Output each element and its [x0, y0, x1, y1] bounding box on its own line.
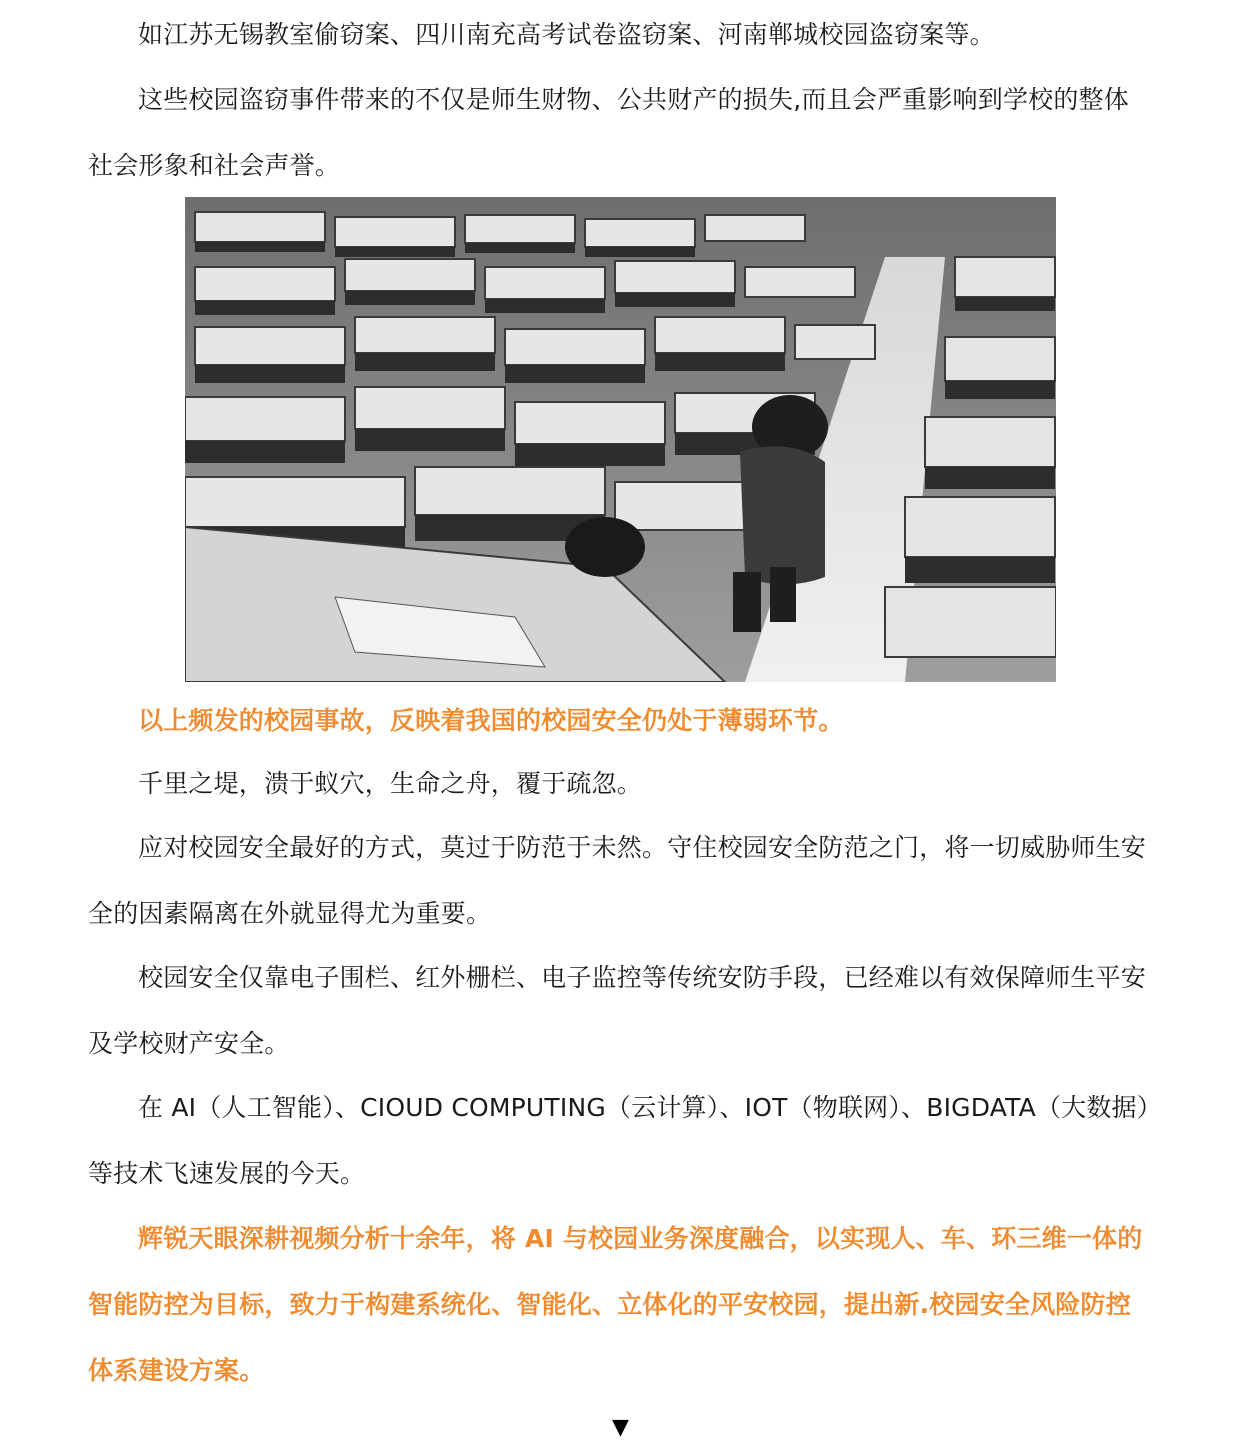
paragraph-company-solution: 辉锐天眼深耕视频分析十余年，将 AI 与校园业务深度融合，以实现人、车、环三维一体的智能防控为目标，致力于构建系统化、智能化、立体化的平安校园，提出新.校园安全风险防控体系建设方案。 — [88, 1224, 1143, 1385]
paragraph-proverb: 千里之堤，溃于蚁穴，生命之舟，覆于疏忽。 — [138, 769, 643, 798]
paragraph-theft-cases: 如江苏无锡教室偷窃案、四川南充高考试卷盗窃案、河南郸城校园盗窃案等。 — [138, 20, 995, 49]
paragraph-traditional-security: 校园安全仅靠电子围栏、红外栅栏、电子监控等传统安防手段，已经难以有效保障师生平安及学校财产安全。 — [88, 963, 1147, 1058]
paragraph-safety-weakness: 以上频发的校园事故，反映着我国的校园安全仍处于薄弱环节。 — [138, 706, 844, 735]
paragraph-prevention: 应对校园安全最好的方式，莫过于防范于未然。守住校园安全防范之门，将一切威胁师生安全的因素隔离在外就显得尤为重要。 — [88, 833, 1147, 928]
paragraph-theft-impact: 这些校园盗窃事件带来的不仅是师生财物、公共财产的损失,而且会严重影响到学校的整体社会形象和社会声誉。 — [88, 85, 1129, 180]
surveillance-photo — [185, 197, 1056, 682]
paragraph-technology: 在 AI（人工智能）、CIOUD COMPUTING（云计算）、IOT（物联网）、BIGDATA（大数据）等技术飞速发展的今天。 — [88, 1093, 1150, 1188]
down-arrow-icon: ▼ — [612, 1415, 629, 1440]
